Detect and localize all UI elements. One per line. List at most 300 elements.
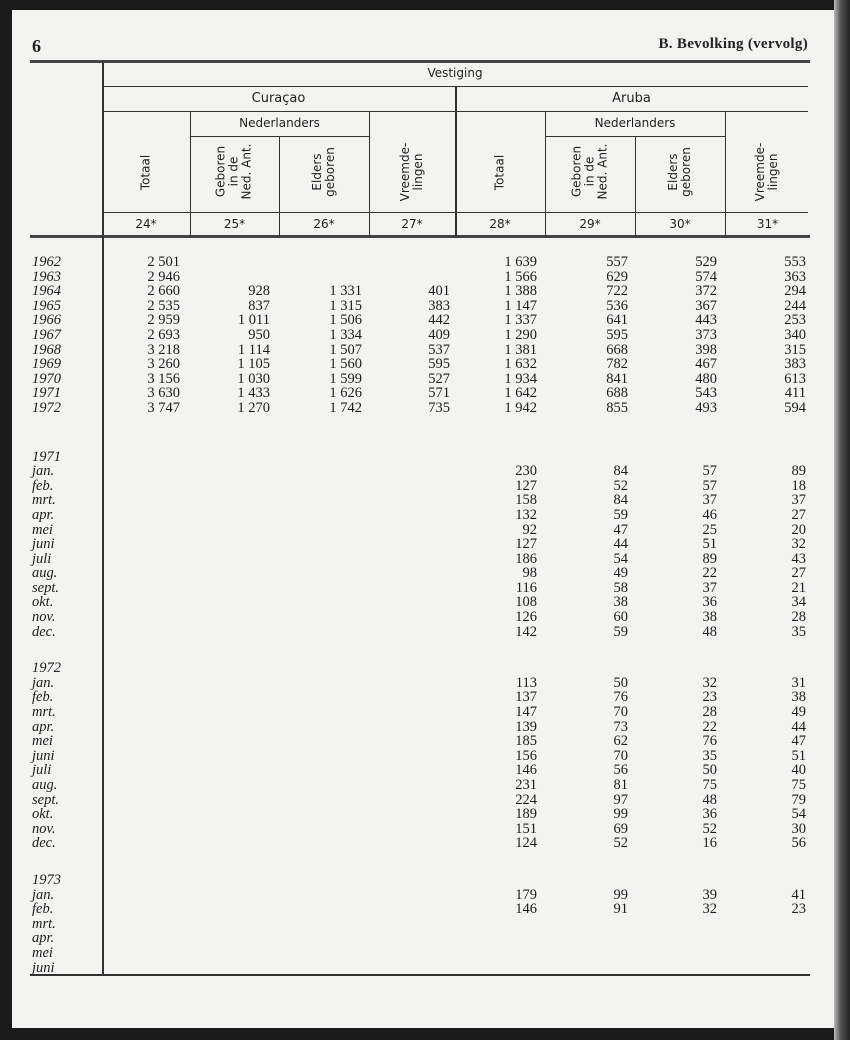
cell-value: 1 114 (237, 341, 270, 358)
cell-value: 62 (613, 733, 628, 750)
cell-value: 70 (613, 747, 628, 764)
cell-value: 574 (695, 268, 717, 285)
cell-value: 75 (702, 777, 717, 793)
cell-value: 16 (702, 835, 717, 852)
cell-value: 557 (606, 254, 628, 270)
cell-value: 443 (695, 312, 717, 329)
cell-value: 1 642 (504, 385, 537, 402)
cell-value: 32 (791, 536, 806, 553)
cell-value: 529 (695, 254, 717, 270)
table-row (30, 552, 810, 567)
cell-value: 28 (791, 609, 806, 626)
row-label: nov. (32, 609, 56, 626)
cell-value: 294 (784, 283, 806, 300)
col-number: 30* (669, 217, 691, 231)
row-label: mrt. (32, 492, 56, 509)
cell-value: 146 (515, 901, 537, 918)
row-label: apr. (32, 930, 55, 947)
cell-value: 39 (702, 886, 717, 903)
cell-value: 21 (791, 579, 806, 596)
cell-value: 735 (428, 399, 450, 416)
cell-value: 372 (695, 283, 717, 300)
header-geboren-curacao: Geboren in de Ned. Ant. (213, 143, 254, 200)
cell-value: 493 (695, 399, 717, 416)
cell-value: 58 (613, 579, 628, 596)
cell-value: 23 (791, 901, 806, 918)
row-label: feb. (32, 477, 54, 494)
cell-value: 22 (702, 718, 717, 735)
table-row (30, 566, 810, 581)
cell-value: 1 337 (504, 312, 537, 329)
cell-value: 51 (702, 536, 717, 553)
row-label: 1964 (32, 283, 61, 300)
cell-value: 383 (428, 297, 450, 314)
cell-value: 59 (613, 623, 628, 640)
cell-value: 1 290 (504, 326, 537, 343)
cell-value: 315 (784, 341, 806, 358)
cell-value: 480 (695, 370, 717, 387)
row-label: nov. (32, 820, 56, 837)
cell-value: 3 156 (147, 370, 180, 387)
row-label: apr. (32, 506, 55, 523)
cell-value: 69 (613, 820, 628, 837)
cell-value: 137 (515, 689, 537, 706)
cell-value: 75 (791, 777, 806, 793)
table-row (30, 961, 810, 976)
cell-value: 38 (613, 594, 628, 611)
table-row (30, 450, 810, 465)
cell-value: 1 147 (504, 297, 537, 314)
cell-value: 1 507 (329, 341, 362, 358)
cell-value: 1 560 (329, 356, 362, 373)
cell-value: 47 (613, 521, 628, 538)
cell-value: 52 (613, 477, 628, 494)
top-rule (30, 60, 810, 63)
row-label: juli (32, 550, 52, 567)
cell-value: 1 030 (237, 370, 270, 387)
cell-value: 837 (248, 297, 270, 314)
row-label: 1965 (32, 297, 61, 314)
table-row (30, 946, 810, 961)
row-label: sept. (32, 579, 59, 596)
header-elders-aruba: Elders geboren (666, 147, 693, 197)
table-row (30, 931, 810, 946)
cell-value: 230 (515, 463, 537, 480)
cell-value: 156 (515, 747, 537, 764)
cell-value: 116 (515, 579, 537, 596)
table-row (30, 888, 810, 903)
table-row (30, 793, 810, 808)
row-label: 1963 (32, 268, 61, 285)
cell-value: 89 (702, 550, 717, 567)
row-label: 1970 (32, 370, 61, 387)
row-label: aug. (32, 777, 58, 793)
cell-value: 363 (784, 268, 806, 285)
table-row (30, 581, 810, 596)
cell-value: 127 (515, 536, 537, 553)
row-label: mei (32, 521, 53, 538)
table-row (30, 284, 810, 299)
cell-value: 37 (791, 492, 806, 509)
cell-value: 537 (428, 341, 450, 358)
cell-value: 49 (613, 565, 628, 582)
cell-value: 928 (248, 283, 270, 300)
cell-value: 543 (695, 385, 717, 402)
row-label: dec. (32, 835, 56, 852)
header-geboren-aruba: Geboren in de Ned. Ant. (569, 143, 610, 200)
cell-value: 98 (522, 565, 537, 582)
cell-value: 950 (248, 326, 270, 343)
row-label: 1968 (32, 341, 61, 358)
cell-value: 35 (702, 747, 717, 764)
col-number: 27* (401, 217, 423, 231)
cell-value: 52 (702, 820, 717, 837)
table-row (30, 343, 810, 358)
row-label: sept. (32, 791, 59, 808)
table-row (30, 537, 810, 552)
cell-value: 151 (515, 820, 537, 837)
table-row (30, 763, 810, 778)
table-row (30, 610, 810, 625)
header-elders-curacao: Elders geboren (310, 147, 337, 197)
cell-value: 467 (695, 356, 717, 373)
cell-value: 142 (515, 623, 537, 640)
table-row (30, 464, 810, 479)
cell-value: 46 (702, 506, 717, 523)
cell-value: 81 (613, 777, 628, 793)
cell-value: 40 (791, 762, 806, 779)
cell-value: 1 105 (237, 356, 270, 373)
cell-value: 3 747 (147, 399, 180, 416)
cell-value: 47 (791, 733, 806, 750)
cell-value: 27 (791, 506, 806, 523)
cell-value: 84 (613, 492, 628, 509)
cell-value: 113 (515, 674, 537, 691)
header-totaal-aruba: Totaal (492, 154, 507, 191)
cell-value: 51 (791, 747, 806, 764)
cell-value: 1 331 (329, 283, 362, 300)
cell-value: 139 (515, 718, 537, 735)
row-label: mrt. (32, 915, 56, 932)
header-vreemdelingen-curacao: Vreemde- lingen (398, 142, 425, 202)
cell-value: 30 (791, 820, 806, 837)
table-row (30, 270, 810, 285)
cell-value: 2 959 (147, 312, 180, 329)
cell-value: 92 (522, 521, 537, 538)
table-row (30, 508, 810, 523)
table-row (30, 299, 810, 314)
table-row (30, 401, 810, 416)
page-edge (834, 0, 850, 1040)
row-label: jan. (32, 886, 55, 903)
cell-value: 38 (791, 689, 806, 706)
cell-value: 44 (791, 718, 806, 735)
cell-value: 1 599 (329, 370, 362, 387)
cell-value: 32 (702, 674, 717, 691)
cell-value: 48 (702, 623, 717, 640)
cell-value: 231 (515, 777, 537, 793)
cell-value: 73 (613, 718, 628, 735)
cell-value: 70 (613, 704, 628, 721)
cell-value: 401 (428, 283, 450, 300)
cell-value: 79 (791, 791, 806, 808)
row-label: aug. (32, 565, 58, 582)
cell-value: 613 (784, 370, 806, 387)
cell-value: 50 (613, 674, 628, 691)
header-totaal-curacao: Totaal (138, 154, 153, 191)
header-vestiging: Vestiging (427, 66, 483, 80)
table-row (30, 357, 810, 372)
table-row (30, 902, 810, 917)
table-row (30, 917, 810, 932)
table-row (30, 479, 810, 494)
cell-value: 23 (702, 689, 717, 706)
table-row (30, 386, 810, 401)
cell-value: 1 506 (329, 312, 362, 329)
running-title: B. Bevolking (vervolg) (658, 36, 808, 52)
cell-value: 27 (791, 565, 806, 582)
cell-value: 59 (613, 506, 628, 523)
header-nederlanders-curacao: Nederlanders (239, 116, 320, 130)
cell-value: 91 (613, 901, 628, 918)
row-label: 1967 (32, 326, 61, 343)
table-row (30, 595, 810, 610)
col-number: 28* (489, 217, 511, 231)
cell-value: 2 946 (147, 268, 180, 285)
cell-value: 60 (613, 609, 628, 626)
cell-value: 1 381 (504, 341, 537, 358)
table-row (30, 523, 810, 538)
table-row (30, 822, 810, 837)
cell-value: 782 (606, 356, 628, 373)
row-label: feb. (32, 689, 54, 706)
cell-value: 76 (613, 689, 628, 706)
cell-value: 34 (791, 594, 806, 611)
cell-value: 1 632 (504, 356, 537, 373)
table-body (30, 255, 810, 975)
cell-value: 224 (515, 791, 537, 808)
cell-value: 44 (613, 536, 628, 553)
row-label: mei (32, 733, 53, 750)
cell-value: 442 (428, 312, 450, 329)
table-row (30, 676, 810, 691)
cell-value: 1 433 (237, 385, 270, 402)
table-row (30, 493, 810, 508)
cell-value: 124 (515, 835, 537, 852)
cell-value: 411 (784, 385, 806, 402)
cell-value: 244 (784, 297, 806, 314)
cell-value: 36 (702, 806, 717, 823)
cell-value: 1 334 (329, 326, 362, 343)
table-row (30, 313, 810, 328)
cell-value: 383 (784, 356, 806, 373)
cell-value: 1 934 (504, 370, 537, 387)
table-row (30, 778, 810, 793)
cell-value: 2 535 (147, 297, 180, 314)
cell-value: 22 (702, 565, 717, 582)
cell-value: 367 (695, 297, 717, 314)
cell-value: 2 501 (147, 254, 180, 270)
cell-value: 35 (791, 623, 806, 640)
cell-value: 3 630 (147, 385, 180, 402)
cell-value: 1 942 (504, 399, 537, 416)
cell-value: 2 660 (147, 283, 180, 300)
cell-value: 2 693 (147, 326, 180, 343)
row-label: 1972 (32, 399, 61, 416)
cell-value: 189 (515, 806, 537, 823)
row-label: 1972 (32, 660, 61, 677)
cell-value: 48 (702, 791, 717, 808)
page-number: 6 (32, 36, 41, 56)
table-row (30, 873, 810, 888)
cell-value: 28 (702, 704, 717, 721)
row-label: juli (32, 762, 52, 779)
row-label: 1962 (32, 254, 61, 270)
col-number: 26* (313, 217, 335, 231)
table-row (30, 690, 810, 705)
row-label: juni (32, 959, 55, 976)
cell-value: 56 (613, 762, 628, 779)
cell-value: 641 (606, 312, 628, 329)
cell-value: 57 (702, 463, 717, 480)
col-number: 31* (756, 217, 779, 231)
row-label: 1969 (32, 356, 61, 373)
cell-value: 32 (702, 901, 717, 918)
cell-value: 855 (606, 399, 628, 416)
cell-value: 18 (791, 477, 806, 494)
row-label: mei (32, 944, 53, 961)
cell-value: 1 742 (329, 399, 362, 416)
cell-value: 340 (784, 326, 806, 343)
row-label: okt. (32, 806, 54, 823)
row-label: 1971 (32, 385, 61, 402)
cell-value: 536 (606, 297, 628, 314)
cell-value: 373 (695, 326, 717, 343)
header-nederlanders-aruba: Nederlanders (594, 116, 676, 130)
header-bottom-rule (30, 235, 810, 238)
cell-value: 398 (695, 341, 717, 358)
row-label: okt. (32, 594, 54, 611)
table-row (30, 807, 810, 822)
row-label: 1971 (32, 448, 61, 465)
cell-value: 147 (515, 704, 537, 721)
cell-value: 1 388 (504, 283, 537, 300)
header-aruba: Aruba (612, 91, 651, 106)
cell-value: 722 (606, 283, 628, 300)
table-row (30, 625, 810, 640)
cell-value: 43 (791, 550, 806, 567)
cell-value: 629 (606, 268, 628, 285)
row-label: feb. (32, 901, 54, 918)
table-row (30, 255, 810, 270)
cell-value: 97 (613, 791, 628, 808)
header-vreemdelingen-aruba: Vreemde- lingen (753, 142, 780, 202)
cell-value: 1 315 (329, 297, 362, 314)
cell-value: 127 (515, 477, 537, 494)
cell-value: 527 (428, 370, 450, 387)
cell-value: 38 (702, 609, 717, 626)
cell-value: 25 (702, 521, 717, 538)
cell-value: 1 626 (329, 385, 362, 402)
col-number: 24* (135, 217, 157, 231)
cell-value: 99 (613, 886, 628, 903)
row-label: jan. (32, 463, 55, 480)
cell-value: 20 (791, 521, 806, 538)
row-label: apr. (32, 718, 55, 735)
cell-value: 37 (702, 492, 717, 509)
table-row (30, 749, 810, 764)
cell-value: 132 (515, 506, 537, 523)
table-row (30, 328, 810, 343)
row-label: jan. (32, 674, 55, 691)
cell-value: 595 (606, 326, 628, 343)
row-label: mrt. (32, 704, 56, 721)
cell-value: 146 (515, 762, 537, 779)
table-row (30, 720, 810, 735)
row-label: dec. (32, 623, 56, 640)
cell-value: 108 (515, 594, 537, 611)
row-label: juni (32, 536, 55, 553)
col-number: 29* (579, 217, 601, 231)
island-divider (455, 86, 457, 238)
row-label: 1966 (32, 312, 61, 329)
cell-value: 1 639 (504, 254, 537, 270)
cell-value: 54 (613, 550, 628, 567)
cell-value: 841 (606, 370, 628, 387)
cell-value: 571 (428, 385, 450, 402)
cell-value: 89 (791, 463, 806, 480)
cell-value: 3 218 (147, 341, 180, 358)
cell-value: 1 566 (504, 268, 537, 285)
header-curacao: Curaçao (251, 91, 306, 106)
cell-value: 49 (791, 704, 806, 721)
cell-value: 41 (791, 886, 806, 903)
cell-value: 595 (428, 356, 450, 373)
table-row (30, 372, 810, 387)
cell-value: 185 (515, 733, 537, 750)
cell-value: 37 (702, 579, 717, 596)
table-row (30, 661, 810, 676)
cell-value: 50 (702, 762, 717, 779)
cell-value: 76 (702, 733, 717, 750)
table-row (30, 734, 810, 749)
row-label: 1973 (32, 871, 61, 888)
cell-value: 52 (613, 835, 628, 852)
table-row (30, 705, 810, 720)
cell-value: 688 (606, 385, 628, 402)
cell-value: 1 011 (237, 312, 270, 329)
col-number: 25* (223, 217, 246, 231)
cell-value: 99 (613, 806, 628, 823)
cell-value: 57 (702, 477, 717, 494)
cell-value: 1 270 (237, 399, 270, 416)
cell-value: 409 (428, 326, 450, 343)
row-label: juni (32, 747, 55, 764)
cell-value: 3 260 (147, 356, 180, 373)
cell-value: 36 (702, 594, 717, 611)
cell-value: 31 (791, 674, 806, 691)
cell-value: 54 (791, 806, 806, 823)
cell-value: 186 (515, 550, 537, 567)
cell-value: 553 (784, 254, 806, 270)
cell-value: 253 (784, 312, 806, 329)
cell-value: 158 (515, 492, 537, 509)
cell-value: 56 (791, 835, 806, 852)
cell-value: 84 (613, 463, 628, 480)
cell-value: 179 (515, 886, 537, 903)
cell-value: 594 (784, 399, 806, 416)
cell-value: 668 (606, 341, 628, 358)
